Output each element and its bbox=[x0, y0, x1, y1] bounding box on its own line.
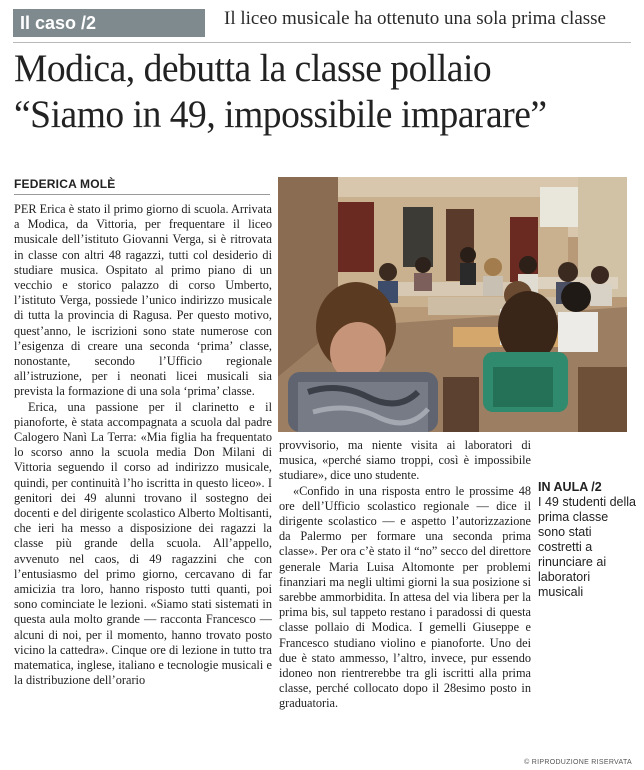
article-paragraph-3: provvisorio, ma niente visita ai laboratori di musica, «perché siamo troppi, così è impossibile studiare», dice uno studente. bbox=[279, 438, 531, 483]
classroom-photo-illustration bbox=[278, 177, 627, 432]
classroom-photo bbox=[278, 177, 627, 432]
headline-line-2: “Siamo in 49, impossibile imparare” bbox=[14, 92, 547, 136]
article-paragraph-1: PER Erica è stato il primo giorno di scuola. Arrivata a Modica, da Vittoria, per frequentare il liceo musicale dell’istituto Giovanni Verga, si è ritrovata in classe con altri 48 ragazzi, tutti col desiderio di studiare musica. Ospitato al primo piano di un vecchio e storico palazzo di corso Umberto, l’istituto Verga, possiede l’unico indirizzo musicale di tutta la provincia di Ragusa. Per questo motivo, quest’anno, le iscrizioni sono state numerose con l’esigenza di creare una seconda ‘prima’ classe, nonostante, secondo l’Ufficio regionale all’istruzione, per i neonati licei musicali sia prevista la formazione di una sola ‘prima’ classe. bbox=[14, 202, 272, 399]
headline-line-1: Modica, debutta la classe pollaio bbox=[14, 46, 492, 90]
photo-caption-title: IN AULA /2 bbox=[538, 480, 602, 494]
article-column-2 bbox=[279, 438, 531, 758]
article-column-1 bbox=[14, 202, 272, 762]
section-kicker: Il caso /2 bbox=[13, 9, 205, 37]
copyright-notice: © RIPRODUZIONE RISERVATA bbox=[524, 759, 632, 766]
article-paragraph-2: Erica, una passione per il clarinetto e il pianoforte, è stata accompagnata a scuola dal padre Calogero Nanì La Terra: «Mia figlia ha frequentato lo scorso anno la scuola media Don Milani di Vittoria seguendo il corso ad indirizzo musicale, quindi, per continuità l’ho iscritta in questo liceo». I genitori dei 49 alunni trovano il sostegno dei docenti e del dirigente scolastico Alberto Moltisanti, che ieri ha messo a disposizione dei ragazzi la classe più grande della scuola. All’appello, avvenuto nel caos, di 49 ragazzini che con l’entusiasmo del primo giorno, cercavano di far amicizia tra loro, hanno risposto tutti quanti, poi sono cominciate le lezioni. «Siamo stati sistemati in questa aula molto grande — racconta Francesco — alcuni di noi, per il momento, hanno trovato posto vicino la cattedra». Cinque ore di lezione in tutto tra matematica, inglese, italiano e tecnologie musicali e la distribuzione dell’orario bbox=[14, 399, 272, 688]
headline bbox=[14, 45, 601, 137]
article-paragraph-4: «Confido in una risposta entro le prossime 48 ore dell’Ufficio scolastico regionale — dice il dirigente scolastico — e aspetto l’autorizzazione da Palermo per formare una seconda prima classe». Per ora c’è stato il “no” secco del direttore generale Maria Luisa Altomonte per problemi finanziari ma negli ultimi giorni la sua posizione si sarebbe ammorbidita. In attesa del via libera per la prima bis, sul tappeto restano i paradossi di questa classe pollaio di Modica. I gemelli Giuseppe e Francesco studiano violino e pianoforte. Uno dei due è stato ammesso, l’altro, invece, pur essendo idoneo non rientrerebbe tra gli iscritti alla prima classe, perché collocato dopo il 28esimo posto in graduatoria. bbox=[279, 483, 531, 711]
byline: FEDERICA MOLÈ bbox=[14, 177, 270, 195]
section-subhead: Il liceo musicale ha ottenuto una sola prima classe bbox=[224, 8, 606, 29]
photo-caption-text: I 49 studenti della prima classe sono stati costretti a rinunciare ai laboratori musicali bbox=[538, 495, 636, 599]
header-divider bbox=[13, 42, 631, 43]
